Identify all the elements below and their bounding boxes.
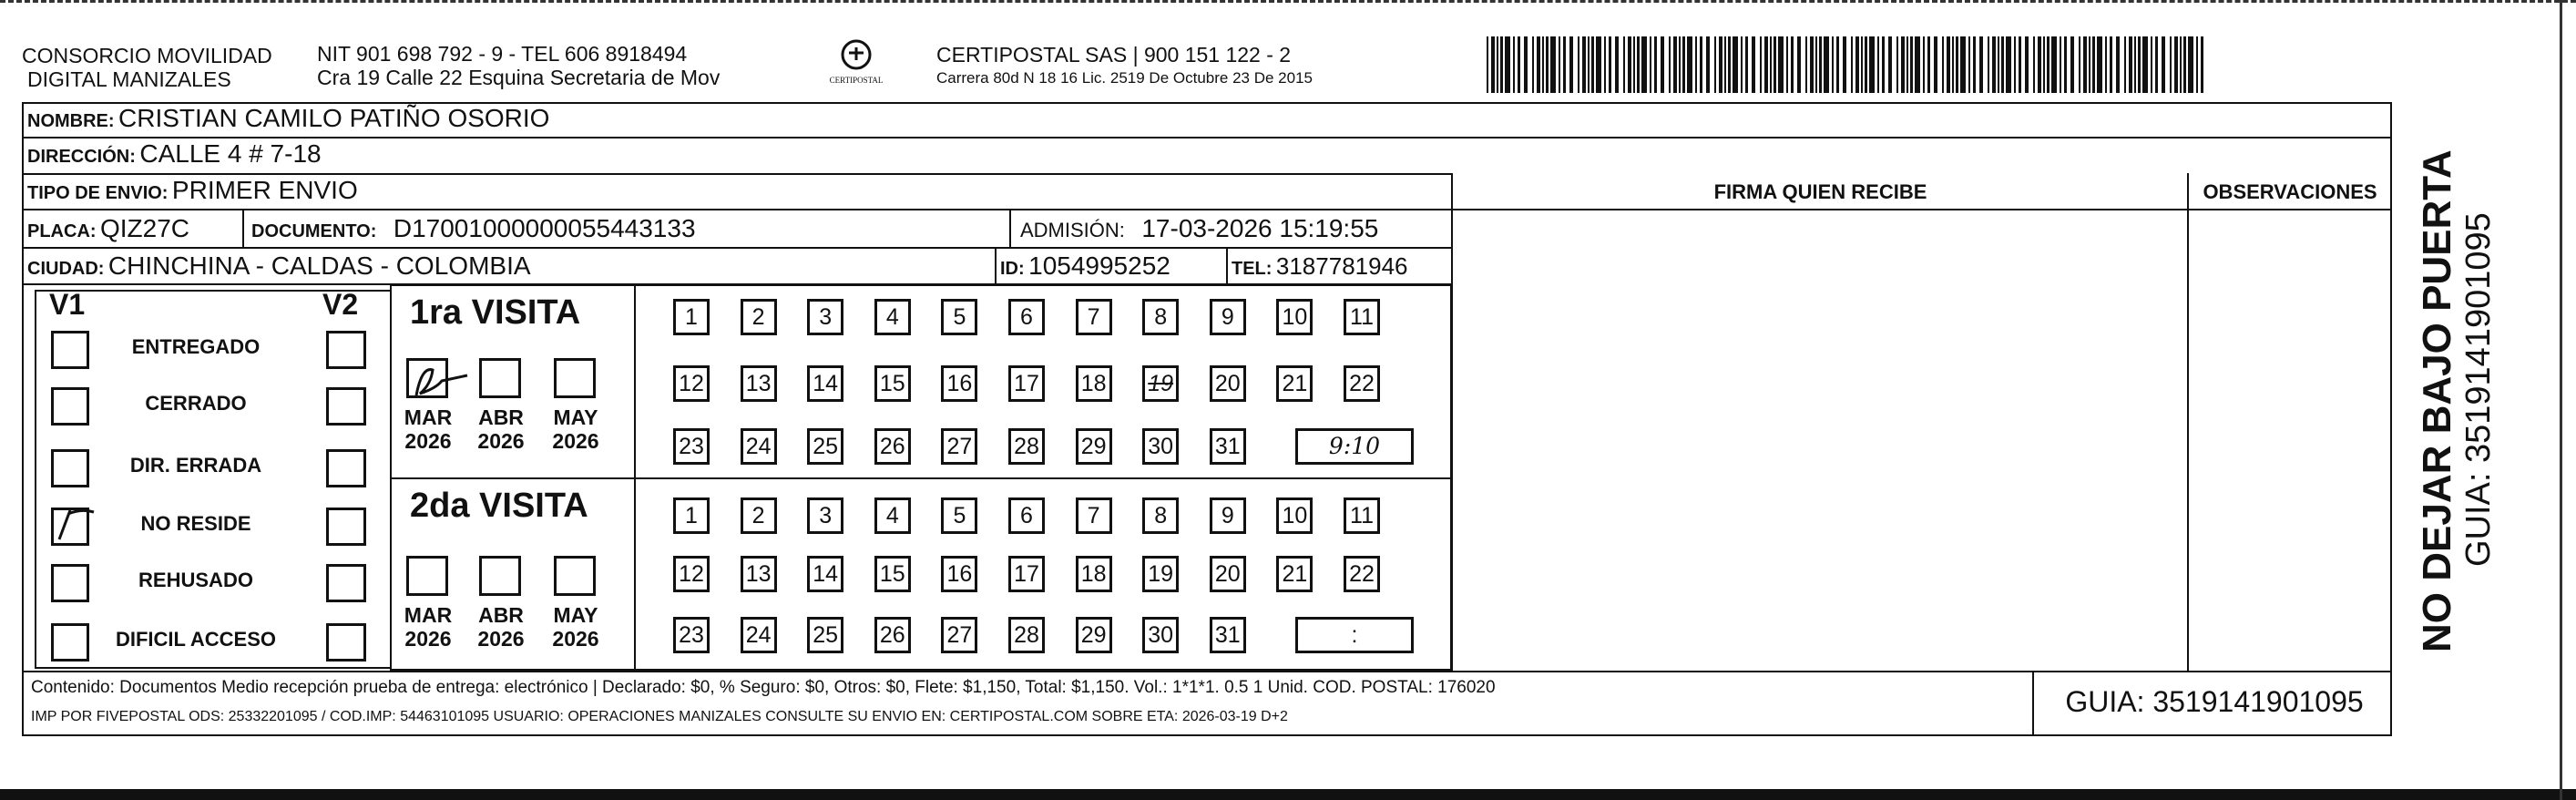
- month-year: 2026: [477, 429, 525, 453]
- courier-line-1: CERTIPOSTAL SAS | 900 151 122 - 2: [936, 43, 1292, 67]
- day-box[interactable]: 13: [741, 365, 777, 402]
- day-box[interactable]: 28: [1008, 428, 1045, 465]
- barcode-bar: [2201, 36, 2203, 93]
- barcode-bar: [1714, 36, 1716, 93]
- barcode-bar: [1724, 36, 1726, 93]
- day-box[interactable]: 20: [1210, 556, 1246, 592]
- barcode-bar: [2134, 36, 2136, 93]
- barcode-bar: [1942, 36, 1944, 93]
- day-box[interactable]: 27: [941, 617, 977, 653]
- day-box[interactable]: 9: [1210, 497, 1246, 534]
- day-box[interactable]: 8: [1142, 299, 1179, 335]
- barcode-bar: [2025, 36, 2029, 93]
- barcode-bar: [1815, 36, 1817, 93]
- barcode-bar: [1537, 36, 1540, 93]
- day-box[interactable]: 25: [807, 617, 843, 653]
- barcode-bar: [1764, 36, 1768, 93]
- day-box[interactable]: 27: [941, 428, 977, 465]
- documento-cell: [251, 214, 696, 243]
- month-name: MAR: [404, 405, 453, 429]
- side-guia: GUIA: 3519141901095: [2459, 212, 2498, 567]
- barcode-bar: [1910, 36, 1913, 93]
- barcode-bar: [2051, 36, 2057, 93]
- day-box[interactable]: 2: [741, 299, 777, 335]
- month-name: ABR: [478, 603, 524, 627]
- courier-line-2: Carrera 80d N 18 16 Lic. 2519 De Octubre 23 De 2015: [936, 69, 1313, 87]
- barcode-bar: [1628, 36, 1631, 93]
- barcode-bar: [2188, 36, 2193, 93]
- barcode-bar: [2019, 36, 2021, 93]
- barcode-bar: [1836, 36, 1839, 93]
- courier-info: [936, 42, 1483, 89]
- month-year: 2026: [404, 429, 452, 453]
- barcode-bar: [1778, 36, 1784, 93]
- day-box[interactable]: 14: [807, 556, 843, 592]
- month-year: 2026: [552, 429, 599, 453]
- id-cell: [1000, 251, 1170, 281]
- day-box[interactable]: 1: [673, 497, 710, 534]
- barcode-bar: [2129, 36, 2132, 93]
- barcode-bar: [1669, 36, 1671, 93]
- bottom-edge: [0, 789, 2576, 800]
- day-box[interactable]: 23: [673, 617, 710, 653]
- barcode-bar: [1719, 36, 1722, 93]
- day-box[interactable]: 15: [874, 365, 911, 402]
- barcode-bar: [1797, 36, 1801, 93]
- barcode-bar: [1988, 36, 1989, 93]
- barcode-bar: [1728, 36, 1731, 93]
- month-checkbox[interactable]: [479, 556, 521, 596]
- observaciones-header: OBSERVACIONES: [2203, 180, 2377, 203]
- status-label: CERRADO: [145, 392, 247, 415]
- barcode-bar: [1805, 36, 1807, 93]
- day-box[interactable]: 7: [1076, 497, 1112, 534]
- month-checkbox[interactable]: [554, 556, 596, 596]
- tel-cell: [1232, 252, 1408, 281]
- v2-checkbox[interactable]: [326, 449, 366, 487]
- id-value: 1054995252: [1028, 251, 1170, 280]
- barcode-bar: [1855, 36, 1859, 93]
- documento-value: D17001000000055443133: [393, 214, 696, 242]
- v1-checkbox[interactable]: [51, 331, 89, 369]
- barcode-bar: [1591, 36, 1594, 93]
- barcode-bar: [1687, 36, 1692, 93]
- barcode-bar: [1542, 36, 1544, 93]
- ciudad-label: CIUDAD:: [27, 259, 105, 279]
- id-label: ID:: [1000, 259, 1025, 279]
- month-name: MAY: [553, 405, 598, 429]
- placa-label: PLACA:: [27, 221, 97, 241]
- barcode-bar: [1661, 36, 1664, 93]
- day-box[interactable]: 5: [941, 497, 977, 534]
- side-warning: NO DEJAR BAJO PUERTA: [2415, 149, 2459, 652]
- day-box[interactable]: 23: [673, 428, 710, 465]
- day-box[interactable]: 22: [1344, 556, 1380, 592]
- v2-checkbox[interactable]: [326, 331, 366, 369]
- day-box[interactable]: 24: [741, 428, 777, 465]
- barcode-bar: [2142, 36, 2148, 93]
- day-box[interactable]: 1: [673, 299, 710, 335]
- day-box[interactable]: 17: [1008, 365, 1045, 402]
- barcode-bar: [1563, 36, 1566, 93]
- firma-area[interactable]: [1454, 211, 2186, 670]
- barcode-bar: [2162, 36, 2165, 93]
- nombre-value: CRISTIAN CAMILO PATIÑO OSORIO: [118, 104, 550, 132]
- barcode-bar: [1695, 36, 1697, 93]
- second-visit-title: 2da VISITA: [410, 487, 588, 525]
- day-box[interactable]: 6: [1008, 299, 1045, 335]
- barcode-bar: [1654, 36, 1657, 93]
- day-box[interactable]: 11: [1344, 497, 1380, 534]
- day-box[interactable]: 30: [1142, 617, 1179, 653]
- month-label: [548, 603, 603, 651]
- day-box[interactable]: 7: [1076, 299, 1112, 335]
- barcode-bar: [1733, 36, 1738, 93]
- barcode-bar: [2043, 36, 2045, 93]
- barcode-bar: [1877, 36, 1879, 93]
- day-box[interactable]: 19: [1142, 556, 1179, 592]
- barcode-bar: [1896, 36, 1898, 93]
- address-line: Cra 19 Calle 22 Esquina Secretaria de Mov: [317, 66, 721, 89]
- barcode-bar: [1513, 36, 1515, 93]
- day-box[interactable]: 13: [741, 556, 777, 592]
- month-name: MAR: [404, 603, 453, 627]
- observaciones-area[interactable]: [2190, 211, 2390, 670]
- barcode-bar: [1518, 36, 1520, 93]
- barcode-bar: [1861, 36, 1863, 93]
- day-box[interactable]: 3: [807, 497, 843, 534]
- barcode-bar: [1979, 36, 1983, 93]
- barcode-bar: [1947, 36, 1950, 93]
- company-line-2: DIGITAL MANIZALES: [27, 67, 231, 91]
- barcode-bar: [1760, 36, 1762, 93]
- barcode-bar: [1497, 36, 1498, 93]
- barcode-bar: [2180, 36, 2182, 93]
- barcode-bar: [1832, 36, 1834, 93]
- day-box[interactable]: 28: [1008, 617, 1045, 653]
- barcode-bar: [1546, 36, 1549, 93]
- barcode-bar: [1973, 36, 1976, 93]
- v1-checkbox[interactable]: [51, 508, 89, 546]
- month-label: [548, 405, 603, 453]
- day-box[interactable]: 12: [673, 556, 710, 592]
- day-box[interactable]: 16: [941, 556, 977, 592]
- barcode-bar: [1578, 36, 1579, 93]
- day-box[interactable]: 4: [874, 299, 911, 335]
- day-box[interactable]: 18: [1076, 365, 1112, 402]
- barcode-bar: [1745, 36, 1748, 93]
- barcode-bar: [2014, 36, 2016, 93]
- v2-checkbox[interactable]: [326, 564, 366, 602]
- barcode-bar: [1819, 36, 1822, 93]
- documento-label: DOCUMENTO:: [251, 221, 377, 241]
- barcode-bar: [1901, 36, 1905, 93]
- day-box[interactable]: 10: [1276, 299, 1313, 335]
- barcode-bar: [2006, 36, 2011, 93]
- month-label: [401, 405, 455, 453]
- barcode-bar: [1673, 36, 1677, 93]
- barcode-bar: [1960, 36, 1966, 93]
- day-box[interactable]: 3: [807, 299, 843, 335]
- nit-line: NIT 901 698 792 - 9 - TEL 606 8918494: [317, 42, 688, 66]
- barcode-bar: [1998, 36, 1999, 93]
- barcode-bar: [1559, 36, 1560, 93]
- day-box[interactable]: 24: [741, 617, 777, 653]
- day-box[interactable]: 21: [1276, 556, 1313, 592]
- day-box[interactable]: 5: [941, 299, 977, 335]
- tipo-envio-label: TIPO DE ENVIO:: [27, 183, 169, 203]
- day-box[interactable]: 31: [1210, 617, 1246, 653]
- company-name: [22, 44, 322, 91]
- month-year: 2026: [404, 627, 452, 651]
- month-checkbox[interactable]: [554, 358, 596, 398]
- month-checkbox[interactable]: [479, 358, 521, 398]
- day-box[interactable]: 26: [874, 617, 911, 653]
- v1-header: V1: [49, 288, 86, 321]
- barcode-bar: [1609, 36, 1611, 93]
- day-box[interactable]: 17: [1008, 556, 1045, 592]
- day-box[interactable]: 10: [1276, 497, 1313, 534]
- barcode-bar: [2060, 36, 2061, 93]
- barcode-bar: [1582, 36, 1586, 93]
- barcode-bar: [1524, 36, 1528, 93]
- direccion-row: [27, 139, 322, 169]
- placa-cell: [27, 214, 189, 243]
- logo-icon: [836, 38, 876, 71]
- day-box[interactable]: 2: [741, 497, 777, 534]
- barcode-bar: [2038, 36, 2041, 93]
- direccion-value: CALLE 4 # 7-18: [139, 139, 322, 168]
- month-year: 2026: [552, 627, 599, 651]
- day-box[interactable]: 26: [874, 428, 911, 465]
- v1-checkbox[interactable]: [51, 564, 89, 602]
- barcode-bar: [1791, 36, 1794, 93]
- barcode-bar: [1934, 36, 1937, 93]
- company-contact: [317, 42, 791, 89]
- day-box[interactable]: 29: [1076, 428, 1112, 465]
- barcode-bar: [2116, 36, 2120, 93]
- barcode-bar: [1810, 36, 1814, 93]
- day-box[interactable]: 18: [1076, 556, 1112, 592]
- month-label: [401, 603, 455, 651]
- barcode-bar: [1865, 36, 1867, 93]
- month-checkbox[interactable]: [406, 358, 448, 398]
- time-box[interactable]: :: [1295, 617, 1414, 653]
- status-label: ENTREGADO: [131, 335, 261, 358]
- admision-value: 17-03-2026 15:19:55: [1141, 214, 1379, 242]
- barcode-bar: [1550, 36, 1556, 93]
- tel-value: 3187781946: [1275, 252, 1408, 280]
- barcode-bar: [1843, 36, 1846, 93]
- barcode-bar: [1906, 36, 1908, 93]
- day-box[interactable]: 8: [1142, 497, 1179, 534]
- day-box[interactable]: 25: [807, 428, 843, 465]
- firma-header: FIRMA QUIEN RECIBE: [1713, 180, 1927, 203]
- nombre-row: [27, 104, 549, 133]
- barcode-bar: [2001, 36, 2004, 93]
- v1-checkbox[interactable]: [51, 387, 89, 426]
- placa-value: QIZ27C: [100, 214, 190, 242]
- v2-checkbox[interactable]: [326, 387, 366, 426]
- barcode-bar: [2033, 36, 2035, 93]
- barcode-bar: [1700, 36, 1702, 93]
- barcode-bar: [1596, 36, 1601, 93]
- barcode-bar: [2047, 36, 2050, 93]
- ciudad-cell: [27, 251, 531, 281]
- barcode-bar: [1637, 36, 1640, 93]
- nombre-label: NOMBRE:: [27, 111, 115, 131]
- barcode-bar: [2151, 36, 2152, 93]
- company-line-1: CONSORCIO MOVILIDAD: [22, 44, 272, 67]
- barcode-bar: [1604, 36, 1606, 93]
- admision-cell: [1020, 214, 1378, 243]
- day-box[interactable]: 30: [1142, 428, 1179, 465]
- day-box[interactable]: 31: [1210, 428, 1246, 465]
- barcode-bar: [1915, 36, 1920, 93]
- day-box[interactable]: 19: [1142, 365, 1179, 402]
- barcode-bar: [1615, 36, 1619, 93]
- barcode-bar: [2105, 36, 2107, 93]
- v2-checkbox[interactable]: [326, 508, 366, 546]
- status-label: DIFICIL ACCESO: [115, 628, 276, 651]
- barcode-bar: [2174, 36, 2178, 93]
- v1-checkbox[interactable]: [51, 623, 89, 662]
- v1-checkbox[interactable]: [51, 449, 89, 487]
- admision-label: ADMISIÓN:: [1020, 219, 1125, 241]
- day-box[interactable]: 15: [874, 556, 911, 592]
- barcode: [1487, 36, 2215, 93]
- barcode-bar: [1952, 36, 1954, 93]
- day-box[interactable]: 20: [1210, 365, 1246, 402]
- barcode-bar: [1923, 36, 1925, 93]
- barcode-bar: [1633, 36, 1635, 93]
- time-box[interactable]: 9:10: [1295, 428, 1414, 465]
- barcode-bar: [1650, 36, 1651, 93]
- barcode-bar: [1851, 36, 1853, 93]
- barcode-bar: [2092, 36, 2095, 93]
- barcode-bar: [1569, 36, 1573, 93]
- barcode-bar: [1992, 36, 1996, 93]
- barcode-bar: [1882, 36, 1885, 93]
- barcode-bar: [2183, 36, 2186, 93]
- barcode-bar: [1968, 36, 1970, 93]
- day-box[interactable]: 12: [673, 365, 710, 402]
- direccion-label: DIRECCIÓN:: [27, 147, 136, 167]
- tel-label: TEL:: [1232, 259, 1273, 279]
- barcode-bar: [1786, 36, 1788, 93]
- logo-text: CERTIPOSTAL: [829, 76, 884, 85]
- day-box[interactable]: 22: [1344, 365, 1380, 402]
- month-checkbox[interactable]: [406, 556, 448, 596]
- day-box[interactable]: 14: [807, 365, 843, 402]
- day-box[interactable]: 29: [1076, 617, 1112, 653]
- barcode-bar: [1641, 36, 1647, 93]
- barcode-bar: [1956, 36, 1958, 93]
- barcode-bar: [1927, 36, 1930, 93]
- right-edge: [2560, 0, 2562, 800]
- barcode-bar: [1487, 36, 1488, 93]
- barcode-bar: [1869, 36, 1875, 93]
- month-name: MAY: [553, 603, 598, 627]
- barcode-bar: [2083, 36, 2087, 93]
- barcode-bar: [1824, 36, 1829, 93]
- barcode-bar: [1505, 36, 1510, 93]
- footer-guia: GUIA: 3519141901095: [2065, 685, 2364, 718]
- tipo-envio-row: [27, 176, 358, 205]
- v2-checkbox[interactable]: [326, 623, 366, 662]
- day-box[interactable]: 11: [1344, 299, 1380, 335]
- barcode-bar: [1770, 36, 1772, 93]
- month-name: ABR: [478, 405, 524, 429]
- barcode-bar: [2170, 36, 2172, 93]
- status-label: NO RESIDE: [140, 512, 251, 535]
- barcode-bar: [2110, 36, 2112, 93]
- contenido-text: Contenido: Documentos Medio recepción prueba de entrega: electrónico | Declarado: $0, % Seguro: $0, Otros: $0, Flete: $1,150, Total: $1,150. Vol.: 1*1*1. 0.5 1 Unid. COD. POSTAL: 176020: [31, 678, 1496, 697]
- v2-header: V2: [322, 288, 359, 321]
- day-box[interactable]: 21: [1276, 365, 1313, 402]
- barcode-bar: [2070, 36, 2074, 93]
- barcode-bar: [1752, 36, 1755, 93]
- first-visit-title: 1ra VISITA: [410, 293, 581, 332]
- barcode-bar: [1682, 36, 1685, 93]
- day-box[interactable]: 4: [874, 497, 911, 534]
- barcode-bar: [1774, 36, 1776, 93]
- barcode-bar: [2196, 36, 2198, 93]
- day-box[interactable]: 6: [1008, 497, 1045, 534]
- barcode-bar: [2079, 36, 2080, 93]
- month-label: [474, 603, 528, 651]
- ciudad-value: CHINCHINA - CALDAS - COLOMBIA: [107, 251, 531, 280]
- barcode-bar: [2138, 36, 2141, 93]
- barcode-bar: [1500, 36, 1503, 93]
- barcode-bar: [1706, 36, 1710, 93]
- barcode-bar: [2064, 36, 2067, 93]
- imp-text: IMP POR FIVEPOSTAL ODS: 25332201095 / COD.IMP: 54463101095 USUARIO: OPERACIONES MANIZALES CONSULTE SU ENVIO EN: CERTIPOSTAL.COM SOBRE ETA: 2026-03-19 D+2: [31, 709, 1288, 724]
- month-label: [474, 405, 528, 453]
- status-label: DIR. ERRADA: [129, 454, 262, 477]
- day-box[interactable]: 16: [941, 365, 977, 402]
- certipostal-logo: [806, 38, 906, 93]
- barcode-bar: [1588, 36, 1590, 93]
- barcode-bar: [1623, 36, 1625, 93]
- barcode-bar: [1491, 36, 1495, 93]
- day-box[interactable]: 9: [1210, 299, 1246, 335]
- barcode-bar: [2155, 36, 2158, 93]
- barcode-bar: [2089, 36, 2090, 93]
- top-edge: [0, 0, 2576, 6]
- barcode-bar: [1679, 36, 1681, 93]
- barcode-bar: [2097, 36, 2102, 93]
- tipo-envio-value: PRIMER ENVIO: [171, 176, 358, 204]
- barcode-bar: [2124, 36, 2126, 93]
- month-year: 2026: [477, 627, 525, 651]
- status-label: REHUSADO: [138, 569, 253, 591]
- barcode-bar: [1888, 36, 1892, 93]
- barcode-bar: [1741, 36, 1743, 93]
- barcode-bar: [1532, 36, 1534, 93]
